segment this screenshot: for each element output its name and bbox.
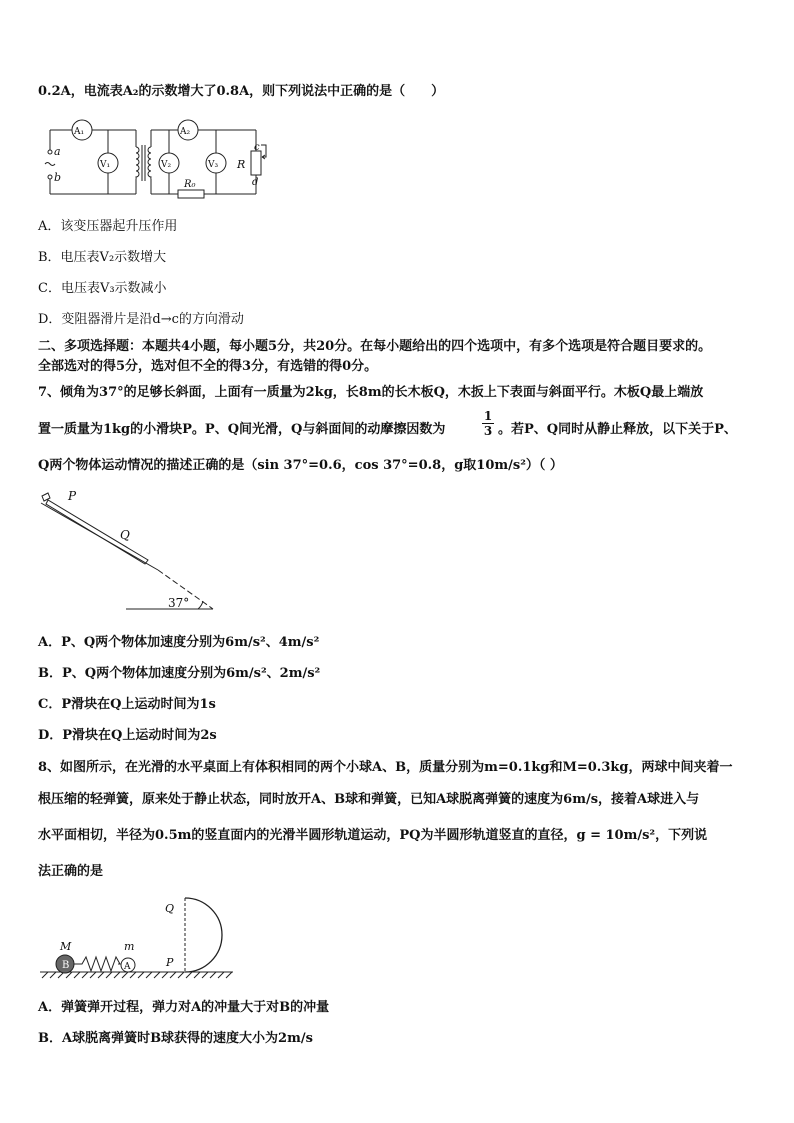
- q8-stem-line2: 根压缩的轻弹簧，原来处于静止状态，同时放开A、B球和弹簧，已知A球脱离弹簧的速度为6m/s，接着A球进入与: [38, 792, 700, 807]
- ammeter-a1-label: A₁: [74, 127, 85, 137]
- ball-b-label: B: [62, 960, 70, 971]
- q7-stem-line3: Q两个物体运动情况的描述正确的是（sin 37°=0.6，cos 37°=0.8，g取10m/s²）（ ）: [38, 458, 563, 473]
- mass-m-upper-label: M: [60, 940, 72, 953]
- q7-stem-line2a: 置一质量为1kg的小滑块P。P、Q间光滑，Q与斜面间的动摩擦因数为: [38, 422, 446, 437]
- q7-stem-line1: 7、倾角为37°的足够长斜面，上面有一质量为2kg，长8m的长木板Q，木扳上下表面与斜面平行。木板Q最上端放: [38, 385, 704, 400]
- q7-option-c: C．P滑块在Q上运动时间为1s: [38, 697, 216, 712]
- voltmeter-v2-label: V₂: [161, 160, 172, 170]
- label-c: c: [254, 142, 260, 153]
- label-q: Q: [120, 528, 130, 542]
- label-a: a: [54, 145, 61, 158]
- q6-option-a: A．该变压器起升压作用: [38, 219, 178, 234]
- ball-a-label: A: [124, 962, 131, 972]
- q6-option-b: B．电压表V₂示数增大: [38, 250, 167, 265]
- spring-semicircle-diagram: [38, 892, 238, 984]
- label-d: d: [252, 177, 259, 188]
- label-p-bottom: P: [166, 956, 174, 969]
- mass-m-lower-label: m: [124, 940, 135, 953]
- q6-option-c: C．电压表V₃示数减小: [38, 281, 167, 296]
- q7-option-d: D．P滑块在Q上运动时间为2s: [38, 728, 217, 743]
- fraction-denominator: 3: [483, 424, 493, 438]
- q6-stem: 0.2A，电流表A₂的示数增大了0.8A，则下列说法中正确的是（ ）: [38, 84, 445, 99]
- q7-option-a: A．P、Q两个物体加速度分别为6m/s²、4m/s²: [38, 635, 320, 650]
- label-p: P: [68, 489, 77, 503]
- angle-label: 37°: [168, 596, 190, 610]
- resistor-r0-label: R₀: [184, 179, 196, 190]
- q8-stem-line3: 水平面相切，半径为0.5m的竖直面内的光滑半圆形轨道运动，PQ为半圆形轨道竖直的直径，g = 10m/s²，下列说: [38, 828, 708, 843]
- q6-option-d: D．变阻器滑片是沿d→c的方向滑动: [38, 312, 244, 327]
- label-q-top: Q: [165, 902, 175, 915]
- q8-option-b: B．A球脱离弹簧时B球获得的速度大小为2m/s: [38, 1031, 313, 1046]
- section2-instructions-line2: 全部选对的得5分，选对但不全的得3分，有选错的得0分。: [38, 359, 378, 374]
- q7-stem-line2b: 。若P、Q同时从静止释放，以下关于P、: [498, 422, 737, 437]
- transformer-circuit-diagram: [38, 117, 278, 202]
- fraction-numerator: 1: [483, 409, 493, 423]
- friction-coefficient-fraction: [482, 409, 494, 438]
- voltmeter-v1-label: V₁: [100, 160, 111, 170]
- section2-instructions-line1: 二、多项选择题：本题共4小题，每小题5分，共20分。在每小题给出的四个选项中，有多个选项是符合题目要求的。: [38, 339, 712, 354]
- incline-diagram: [38, 488, 218, 613]
- ammeter-a2-label: A₂: [180, 127, 191, 137]
- voltmeter-v3-label: V₃: [208, 160, 219, 170]
- label-b: b: [54, 171, 62, 184]
- resistor-r-label: R: [237, 158, 246, 171]
- q8-stem-line1: 8、如图所示，在光滑的水平桌面上有体积相同的两个小球A、B，质量分别为m=0.1kg和M=0.3kg，两球中间夹着一: [38, 760, 733, 775]
- q7-option-b: B．P、Q两个物体加速度分别为6m/s²、2m/s²: [38, 666, 321, 681]
- q8-option-a: A．弹簧弹开过程，弹力对A的冲量大于对B的冲量: [38, 1000, 330, 1015]
- q8-stem-line4: 法正确的是: [38, 864, 104, 879]
